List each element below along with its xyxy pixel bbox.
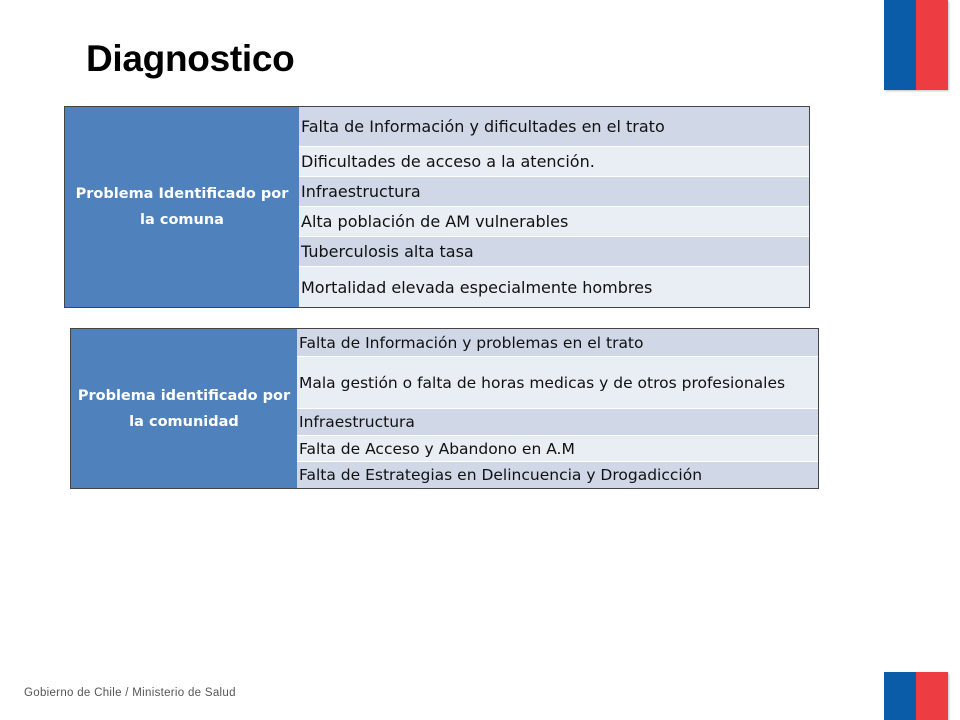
flag-blue-stripe bbox=[884, 0, 916, 90]
flag-red-stripe bbox=[916, 0, 948, 90]
table-comuna-header: Problema Identificado por la comuna bbox=[65, 107, 299, 307]
table-row: Dificultades de acceso a la atención. bbox=[299, 147, 809, 177]
table-row: Mala gestión o falta de horas medicas y de otros profesionales bbox=[297, 357, 818, 409]
table-comunidad bbox=[70, 328, 819, 489]
table-row: Falta de Acceso y Abandono en A.M bbox=[297, 436, 818, 462]
table-row: Infraestructura bbox=[299, 177, 809, 207]
table-row: Falta de Información y dificultades en el trato bbox=[299, 107, 809, 147]
chile-flag-logo-top bbox=[884, 0, 948, 90]
page-title: Diagnostico bbox=[86, 38, 295, 79]
table-comunidad-header: Problema identificado por la comunidad bbox=[71, 329, 297, 488]
table-comunidad-rows bbox=[297, 329, 818, 488]
footer-text: Gobierno de Chile / Ministerio de Salud bbox=[24, 687, 236, 699]
flag-blue-stripe bbox=[884, 672, 916, 720]
table-comuna bbox=[64, 106, 810, 308]
chile-flag-logo-bottom bbox=[884, 672, 948, 720]
table-comuna-rows bbox=[299, 107, 809, 307]
table-row: Alta población de AM vulnerables bbox=[299, 207, 809, 237]
table-row: Falta de Estrategias en Delincuencia y Drogadicción bbox=[297, 462, 818, 488]
table-row: Infraestructura bbox=[297, 409, 818, 436]
table-row: Mortalidad elevada especialmente hombres bbox=[299, 267, 809, 307]
table-row: Falta de Información y problemas en el trato bbox=[297, 329, 818, 357]
table-row: Tuberculosis alta tasa bbox=[299, 237, 809, 267]
flag-red-stripe bbox=[916, 672, 948, 720]
